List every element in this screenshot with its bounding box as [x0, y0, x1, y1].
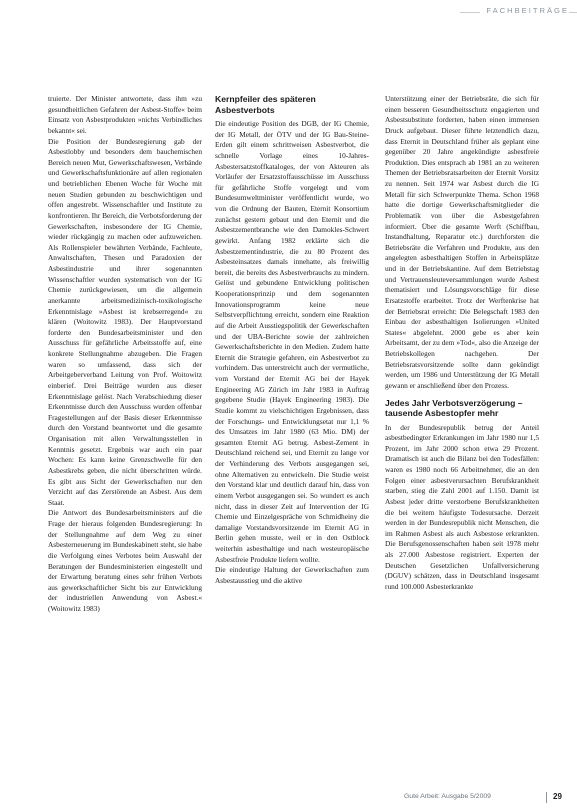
page-number: 29 — [553, 792, 562, 801]
col1-paragraph-1: truierte. Der Minister antwortete, dass ihm »zu gesundheitlichen Gefahren der Asbest-Stoffe« beim Einsatz von Asbestprodukten »nichts Verbindliches bekannt« sei. — [48, 94, 202, 135]
column-2 — [215, 94, 369, 587]
col2-paragraph-2: Die eindeutige Haltung der Gewerkschaften zum Asbestausstieg und die aktive — [215, 565, 369, 585]
page-header — [0, 0, 577, 30]
col3-heading: Jedes Jahr Verbotsverzögerung – tausende Asbestopfer mehr — [385, 397, 523, 418]
col2-heading: Kernpfeiler des späteren Asbestverbots — [215, 94, 316, 115]
col3-paragraph-1: Unterstützung einer der Betriebsräte, die sich für einen besseren Gesundheitsschutz engagierten und Asbestsubstitute forderten, haben einen immensen Druck aufgebaut. Dieser führte letztendlich dazu, dass Eternit in Deutschland früher als geplant eine gegenüber 20 Jahre angekündigte asbestfreie Produktion. Dies entsprach ab 1981 an zu weiteren Themen der Betriebsratsarbeiten der Eternit Vorsitz zu nennen. Seit 1974 war Asbest durch die IG Metall für sich Schwerpunkte Thema. Schon 1968 hatte die dortige Gewerkschaftsmitglieder die Problematik von über die Asbestgefahren informiert. Über die gesamte Werft (Schiffbau, Instandhaltung, Reparatur etc.) durchforsten die Betriebsräte die Verfahren und Produkte, aus den angelegten asbesthaltigen Stoffen in Arbeitsplätze und in der Betriebskantine. Auf dem Betriebstag und Vertrauensleuteversammlungen wurde Asbest thematisiert und Lösungsvorschläge für diese Ersatzstoffe erarbeitet. Trotz der Werftenkrise hat der Betriebsrat erreicht: Die Belegschaft 1983 den Einbau der asbesthaltigen Isolierungen »United States« abgelehnt. 2000 gebe es aber kein Arbeitsamt, der zu dem »Tod«, also die Anzeige der Betriebskollegen nachgehen. Der Betriebsratsvorsitzende sollte dann gekündigt werden, um 1986 und Unterstützung der IG Metall gewann er anschließend über den Prozess. — [385, 94, 539, 390]
column-3 — [385, 94, 539, 593]
col1-paragraph-2: Die Position der Bundesregierung gab der Asbestlobby und besonders dem bauchemischen Bereich neuen Mut, Gewerkschaftswesen, Verbände und Gewerkschaftsfunktionäre auf allen regionalen und betrieblichen Ebenen Woche für Woche mit neuen Studien gebunden zu beschwichtigen und offen angestrebt. Wissenschaftler und Institute zu konfrontieren. Ihr Bereich, die Verbotsforderung der Gewerkschaften, insbesondere der IG Chemie, wieder rückgängig zu machen oder aufzuweichen. Als Rollenspieler bewährten Verbände, Fachleute, Anwaltschaften, Thesen und Paradoxien der Asbestindustrie und ihrer sogenannten Wissenschaftler wurden systematisch von der IG Chemie zurückgewiesen, um die allgemein anerkannte arbeitsmedizinisch-toxikologische Erkenntnislage »Asbest ist krebserregend« zu klären (Woitowitz 1983). Der Hauptvorstand forderte den Bundesarbeitsminister und den Ausschuss für gefährliche Arbeitsstoffe auf, eine konkrete Stellungnahme abzugeben. Die Fragen waren so umfassend, dass sich der Arbeitgeberverband Leitung von Prof. Woitowitz einberief. Drei Beiträge wurden aus dieser Erkenntnislage gelöst. Nach Verabschiedung dieser Erkenntnisse durch den Ausschuss wurden offenbar Fragestellungen auf der Basis dieser Erkenntnisse durch den Vorstand beantwortet und die gesamte Organisation mit allen Verwaltungsstellen in Kenntnis gesetzt. Ergebnis war auch ein paar Wochen: Es kann keine Grenzschwelle für den Asbestkrebs geben, die nicht überschritten würde. Es gibt aus Sicht der Gewerkschaften nur den Verzicht auf das Zerstörende an Asbest. Aus dem Staat. — [48, 136, 202, 507]
col1-paragraph-3: Die Antwort des Bundesarbeitsministers auf die Frage der hieraus folgenden Bundesregierung: In der Stellungnahme auf dem Weg zu einer Asbesterneuerung im Bundeskabinett steht, sie habe die Verfolgung eines Verbotes beim Auswahl der Beratungen der Bundesministerien eingestellt und der Erwartung beratung eines sehr frühen Verbots aus gewerkschaftlicher Sicht bis zur Entwicklung der industriellen Anwendung von Asbest.« (Woitowitz 1983) — [48, 508, 202, 613]
column-1 — [48, 94, 202, 615]
page-footer — [0, 790, 577, 810]
col3-paragraph-2: In der Bundesrepublik betrug der Anteil asbestbedingter Erkrankungen im Jahr 1980 nur 1,5 Prozent, im Jahr 2000 schon etwa 29 Prozent. Dramatisch ist auch die Bilanz bei den Todesfällen: waren es 1980 noch 66 Arbeitnehmer, die an den Folgen einer asbestverursachten Berufskrankheit starben, stieg die Zahl 2001 auf 1.150. Damit ist Asbest jeder dritte verstorbene Berufskrankheiten die bei weitem häufigste Todesursache. Derzeit werden in der Bundesrepublik nicht Menschen, die im Rahmen Asbest als auch Asbestose erkrankten. Die Berufsgenossenschaften haben seit 1978 mehr als 27.000 Asbestose registriert. Experten der Deutschen Gesetzlichen Unfallversicherung (DGUV) schätzen, dass in Deutschland insgesamt rund 100.000 Asbesterkrankte — [385, 422, 539, 591]
col2-paragraph-1: Die eindeutige Position des DGB, der IG Chemie, der IG Metall, der ÖTV und der IG Bau-Steine-Erden gilt einem schrittweisen Asbestverbot, die schnelle Vorlage eines 10-Jahres-Asbestersatzstoffkataloges, der von Akteuren als Vorläufer der Ersatzstoffausschüsse im Ausschuss für gefährliche Stoffe vorgelegt und vom Bundesumweltminister veröffentlicht wurde, wo von die Ordnung der Bauten, Eternit Konsortium zunächst gestern gebaut und den Eternit und die Asbestzementbranche wie den Damokles-Schwert gewirkt. Anfang 1982 erklärte sich die Asbestzementindustrie, die zu 80 Prozent des Asbesteinsatzes damals innehatte, als freiwillig bereit, die bereits des Asbestverbrauchs zu mindern. Gelöst und gebundene Entwicklung politischen Kooperationsprinzip und dem sogenannten Innovationsprogramm keine neue Selbstverpflichtung erreicht, sondern eine Reaktion auf die Arbeit Ausstiegspolitik der Gewerkschaften und der UBA-Berichte sowie der zahlreichen Gewerkschaftsberichte in den Medien. Zudem hatte Eternit die Strategie gefahren, ein Asbestverbot zu vorhindern. Das unterstreicht auch der vermutliche, vom Vorstand der Eternit AG bei der Hayek Engineering AG Zürich im Jahr 1983 in Auftrag gegebene Studie (Hayek Engineering 1983). Die Studie kommt zu vielschichtigen Ergebnissen, dass der Forschungs- und Entwicklungsetat nur 1,1 % des Umsatzes im Jahr 1980 (63 Mio. DM) der gesamten Eternit AG betrug. Asbest-Zement in Deutschland reichend sei, und Eternit zu lange vor der Verhinderung des Verbots ausgegangen sei, ohne Alternativen zu entwickeln. Die Studie weist den Vorstand klar und deutlich darauf hin, dass von einem Verbot ausgegangen sei. So wundert es auch nicht, dass in dieser Zeit auf Intervention der IG Chemie und Einzelgespräche von Schmidheiny die damalige Vorstandsvorsitzende im Eternit AG in Berlin gehen musste, weil er in den Ostblock weiterhin asbesthaltige und nach westeuropäische Asbestfreie Produkte liefern wollte. — [215, 119, 369, 564]
section-label: FACHBEITRÄGE — [480, 6, 569, 15]
journal-name: Gute Arbeit: Ausgabe 5/2009 — [404, 793, 491, 800]
footer-separator — [546, 792, 547, 803]
